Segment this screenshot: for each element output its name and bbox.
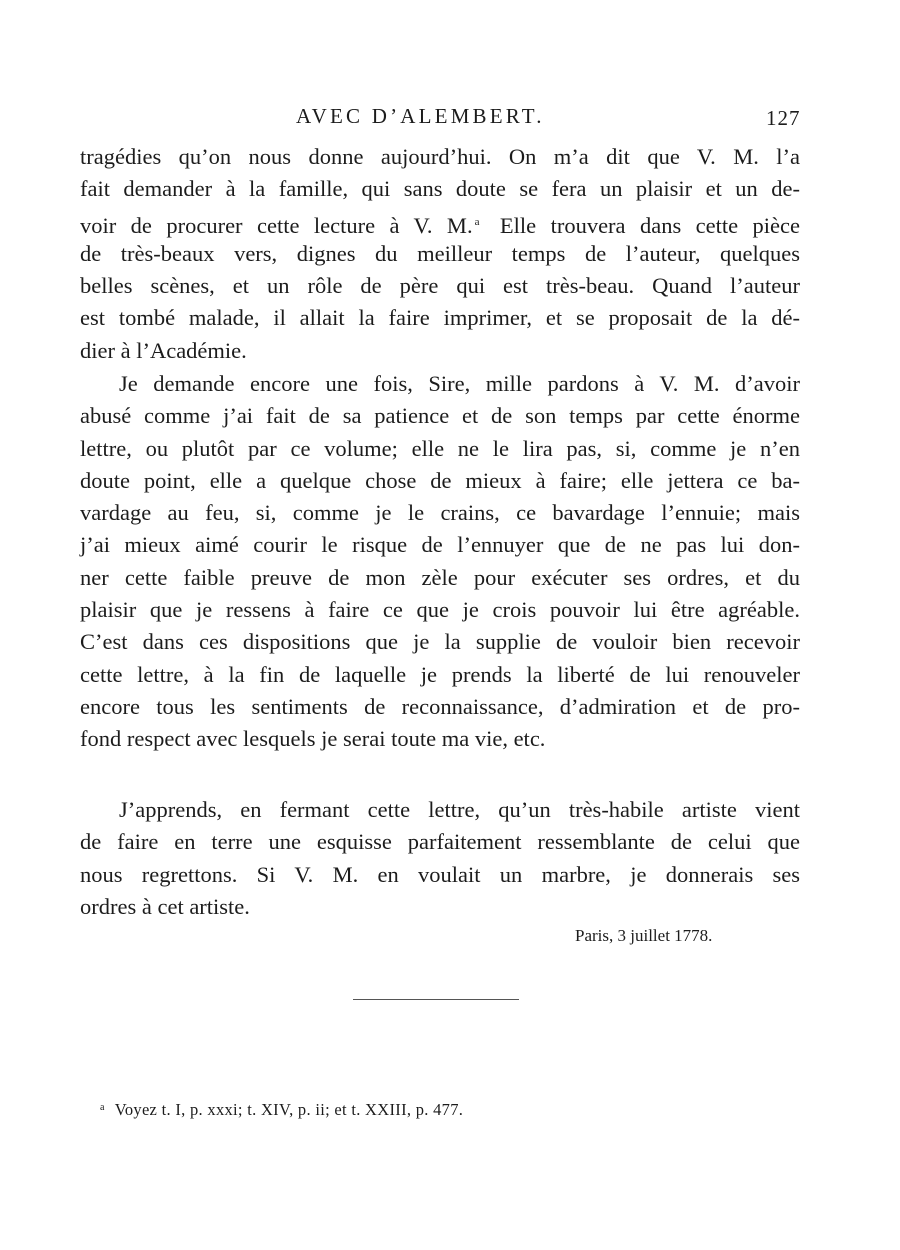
text-line-with-note [80,206,800,238]
text-line: est tombé malade, il allait la faire imprimer, et se proposait de la dé- [80,305,800,331]
text-line: de très-beaux vers, dignes du meilleur temps de l’auteur, quelques [80,240,800,266]
text-line: fond respect avec lesquels je serai toute ma vie, etc. [80,726,546,752]
text-line: vardage au feu, si, comme je le crains, ce bavardage l’ennuie; mais [80,500,800,526]
running-head [0,104,900,134]
text-line: Je demande encore une fois, Sire, mille pardons à V. M. d’avoir [119,371,800,396]
text-line: nous regrettons. Si V. M. en voulait un marbre, je donnerais ses [80,861,800,887]
text-line: j’ai mieux aimé courir le risque de l’ennuyer que de ne pas lui don- [80,532,800,558]
text-fragment: voir de procurer cette lecture à V. M. [80,212,473,238]
running-title: AVEC D’ALEMBERT. [296,104,545,128]
paragraph-continued [80,141,800,367]
text-line: abusé comme j’ai fait de sa patience et de son temps par cette énorme [80,403,800,429]
footnote [100,1100,463,1120]
footnote-reference: a [474,215,480,228]
text-fragment: Elle trouvera dans cette pièce [499,212,800,238]
text-line: doute point, elle a quelque chose de mieux à faire; elle jettera ce ba- [80,467,800,493]
text-line: cette lettre, à la fin de laquelle je prends la liberté de lui renouveler [80,661,800,687]
text-line: encore tous les sentiments de reconnaissance, d’admiration et de pro- [80,693,800,719]
text-line: C’est dans ces dispositions que je la supplie de vouloir bien recevoir [80,629,800,655]
text-line: de faire en terre une esquisse parfaitement ressemblante de celui que [80,829,800,855]
text-line: J’apprends, en fermant cette lettre, qu’un très-habile artiste vient [119,797,800,822]
paragraph-closing [80,368,800,756]
text-line: dier à l’Académie. [80,337,247,363]
footnote-text: Voyez t. I, p. xxxi; t. XIV, p. ii; et t. XXIII, p. 477. [114,1100,464,1119]
place-and-date: Paris, 3 juillet 1778. [575,926,713,945]
text-line: lettre, ou plutôt par ce volume; elle ne le lira pas, si, comme je n’en [80,435,800,461]
text-line: plaisir que je ressens à faire ce que je crois pouvoir lui être agréable. [80,597,800,623]
postscript [80,794,800,923]
text-line: ordres à cet artiste. [80,893,250,919]
text-line: ner cette faible preuve de mon zèle pour exécuter ses ordres, et du [80,564,800,590]
text-line: tragédies qu’on nous donne aujourd’hui. On m’a dit que V. M. l’a [80,144,800,169]
section-divider [353,999,519,1000]
page-number: 127 [766,106,801,130]
footnote-marker: a [100,1102,105,1113]
text-line: fait demander à la famille, qui sans doute se fera un plaisir et un de- [80,176,800,202]
text-line: belles scènes, et un rôle de père qui est très-beau. Quand l’auteur [80,273,800,299]
